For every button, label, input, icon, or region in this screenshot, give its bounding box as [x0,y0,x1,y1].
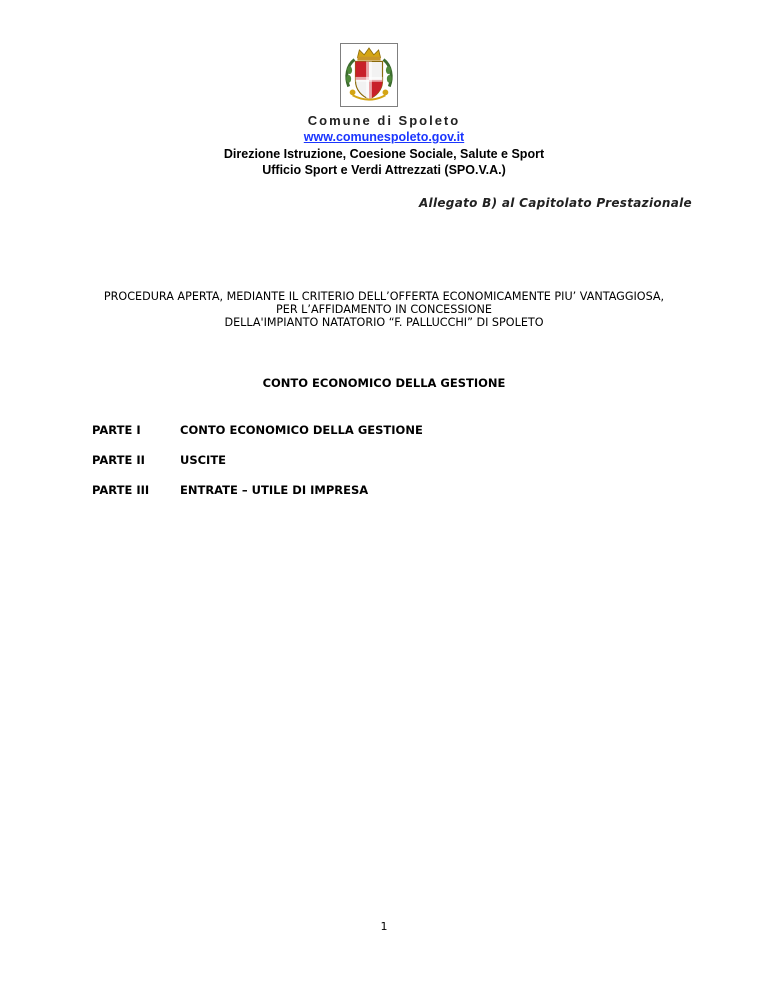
procedure-title-line: PROCEDURA APERTA, MEDIANTE IL CRITERIO DELL’OFFERTA ECONOMICAMENTE PIU’ VANTAGGIOSA, [103,290,665,303]
toc-part-label: PARTE I [92,423,141,437]
toc-row [92,483,692,499]
page-number: 1 [380,920,388,933]
municipality-name: Comune di Spoleto [307,113,461,128]
procedure-title [0,290,768,329]
procedure-title-line: PER L’AFFIDAMENTO IN CONCESSIONE [276,303,492,316]
toc-row [92,423,692,439]
website-link[interactable]: www.comunespoleto.gov.it [303,130,465,144]
procedure-title-line: DELLA'IMPIANTO NATATORIO “F. PALLUCCHI” DI SPOLETO [224,316,544,329]
department-name: Direzione Istruzione, Coesione Sociale, Salute e Sport [223,147,545,161]
toc-part-title: USCITE [180,453,227,467]
toc-part-title: CONTO ECONOMICO DELLA GESTIONE [180,423,423,437]
office-name: Ufficio Sport e Verdi Attrezzati (SPO.V.A.) [262,163,506,177]
document-heading: CONTO ECONOMICO DELLA GESTIONE [262,376,506,390]
toc-part-label: PARTE III [92,483,150,497]
annex-label: Allegato B) al Capitolato Prestazionale [418,196,692,210]
toc-row [92,453,692,469]
coat-of-arms-icon [340,43,398,107]
toc-part-label: PARTE II [92,453,145,467]
toc-part-title: ENTRATE – UTILE DI IMPRESA [180,483,369,497]
